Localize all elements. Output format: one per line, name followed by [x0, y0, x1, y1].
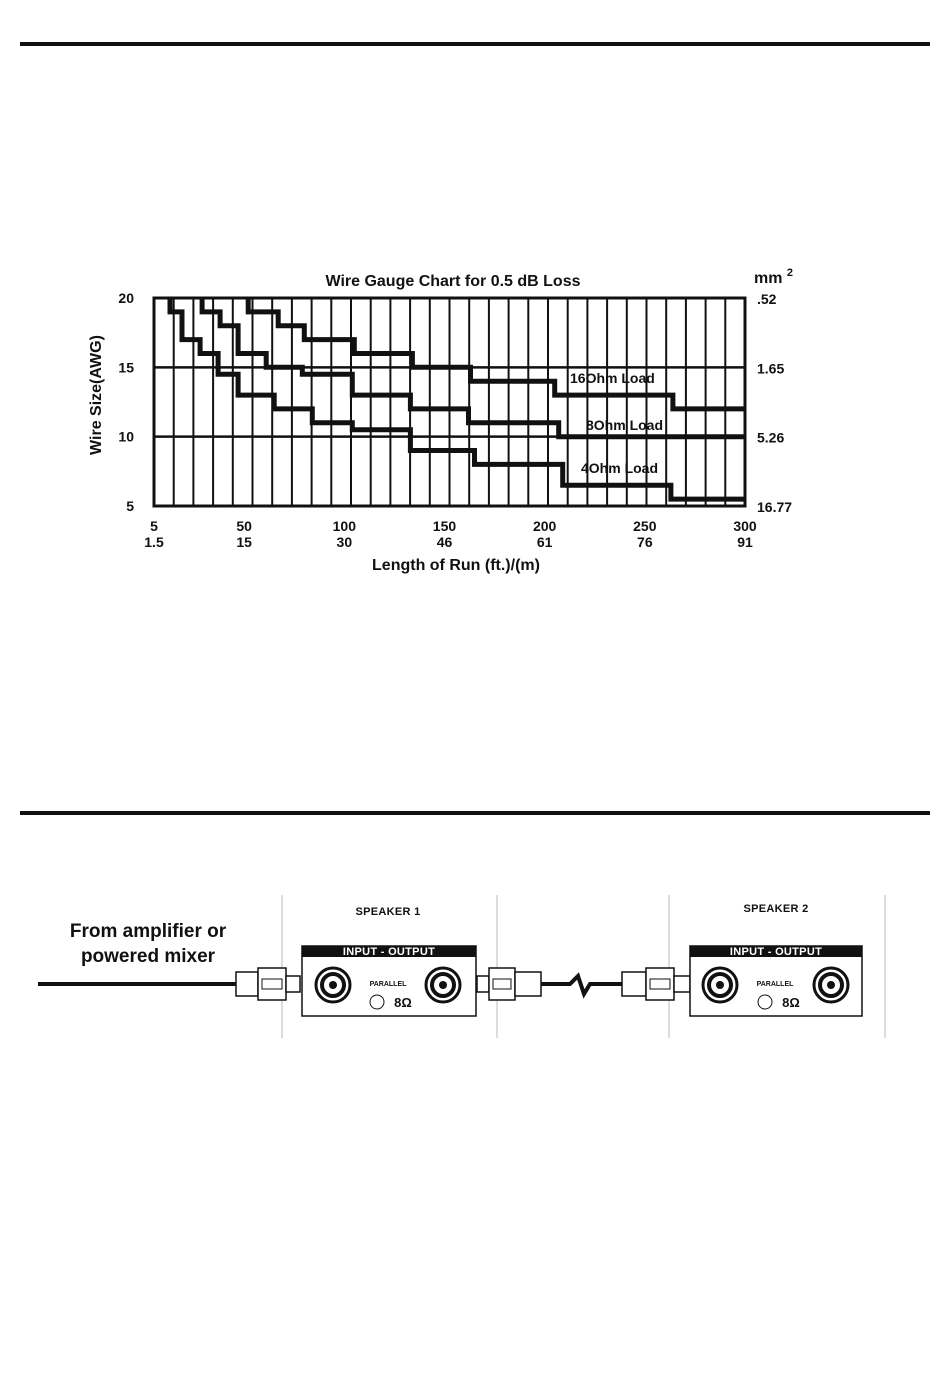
secondary-axis-unit: mm: [754, 270, 783, 287]
x-tick-label-m: 30: [336, 534, 353, 550]
y-tick-label: 10: [118, 428, 134, 445]
chart-series: [170, 298, 745, 499]
legend-16ohm: 16Ohm Load: [570, 370, 655, 386]
x-tick-label-ft: 150: [432, 518, 457, 534]
series-line-4ohm-load: [170, 298, 745, 499]
speakon-plug-3: [622, 968, 690, 1000]
speaker-1-parallel-label: PARALLEL: [369, 981, 407, 988]
speaker-2-title: SPEAKER 2: [743, 903, 809, 915]
speakon-jack-icon: [703, 968, 737, 1002]
top-rule: [20, 42, 930, 46]
speaker-1-title: SPEAKER 1: [355, 906, 421, 918]
x-tick-label-ft: 50: [236, 518, 252, 534]
x-tick-label-ft: 300: [733, 518, 757, 534]
secondary-axis-title: [754, 267, 793, 287]
speakon-jack-icon: [316, 968, 350, 1002]
y-tick-label: 5: [126, 498, 134, 514]
x-axis-title: Length of Run (ft.)/(m): [372, 557, 540, 574]
speaker-2-impedance: 8Ω: [782, 995, 800, 1010]
secondary-axis-unit-sup: 2: [786, 267, 794, 279]
pin-diagram-icon: [370, 995, 384, 1009]
pin-diagram-icon: [758, 995, 772, 1009]
y-tick-label: 15: [118, 359, 134, 376]
x-tick-label-m: 91: [737, 534, 753, 550]
x-tick-label-m: 76: [637, 534, 653, 550]
speaker-wiring-diagram: [0, 880, 950, 1050]
speakon-jack-icon: [426, 968, 460, 1002]
x-tick-label-m: 15: [236, 534, 252, 550]
secondary-y-tick-label: .52: [757, 291, 777, 307]
legend-8ohm: 8Ohm Load: [586, 417, 664, 433]
source-label-line2: powered mixer: [80, 946, 216, 967]
speaker-1-impedance: 8Ω: [394, 995, 412, 1010]
secondary-y-tick-label: 1.65: [757, 360, 785, 377]
speaker-2-panel-label: INPUT - OUTPUT: [729, 946, 823, 958]
x-tick-label-ft: 200: [532, 518, 557, 534]
x-tick-label-m: 1.5: [144, 534, 164, 550]
x-tick-label-ft: 100: [332, 518, 357, 534]
y-tick-label: 20: [118, 290, 134, 306]
legend-4ohm: 4Ohm Load: [581, 460, 659, 476]
chart-title: Wire Gauge Chart for 0.5 dB Loss: [325, 273, 581, 290]
link-cable: [541, 976, 622, 994]
secondary-y-tick-label: 5.26: [757, 429, 785, 446]
speaker-1-panel: [302, 906, 476, 1016]
speakon-jack-icon: [814, 968, 848, 1002]
secondary-y-tick-label: 16.77: [757, 499, 793, 515]
source-label-line1: From amplifier or: [69, 921, 227, 942]
wire-gauge-chart: [0, 250, 950, 590]
series-line-16ohm-load: [248, 298, 745, 409]
speaker-1-panel-label: INPUT - OUTPUT: [342, 946, 436, 958]
section-rule: [20, 811, 930, 815]
speakon-plug-1: [236, 968, 300, 1000]
speakon-plug-2: [477, 968, 541, 1000]
y-axis-title: Wire Size(AWG): [88, 335, 105, 455]
x-tick-label-m: 46: [436, 534, 453, 550]
chart-ticks: [118, 290, 792, 550]
x-tick-label-ft: 5: [150, 518, 158, 534]
x-tick-label-m: 61: [536, 534, 553, 550]
speaker-2-panel: [690, 903, 862, 1016]
speaker-2-parallel-label: PARALLEL: [756, 981, 794, 988]
x-tick-label-ft: 250: [633, 518, 657, 534]
